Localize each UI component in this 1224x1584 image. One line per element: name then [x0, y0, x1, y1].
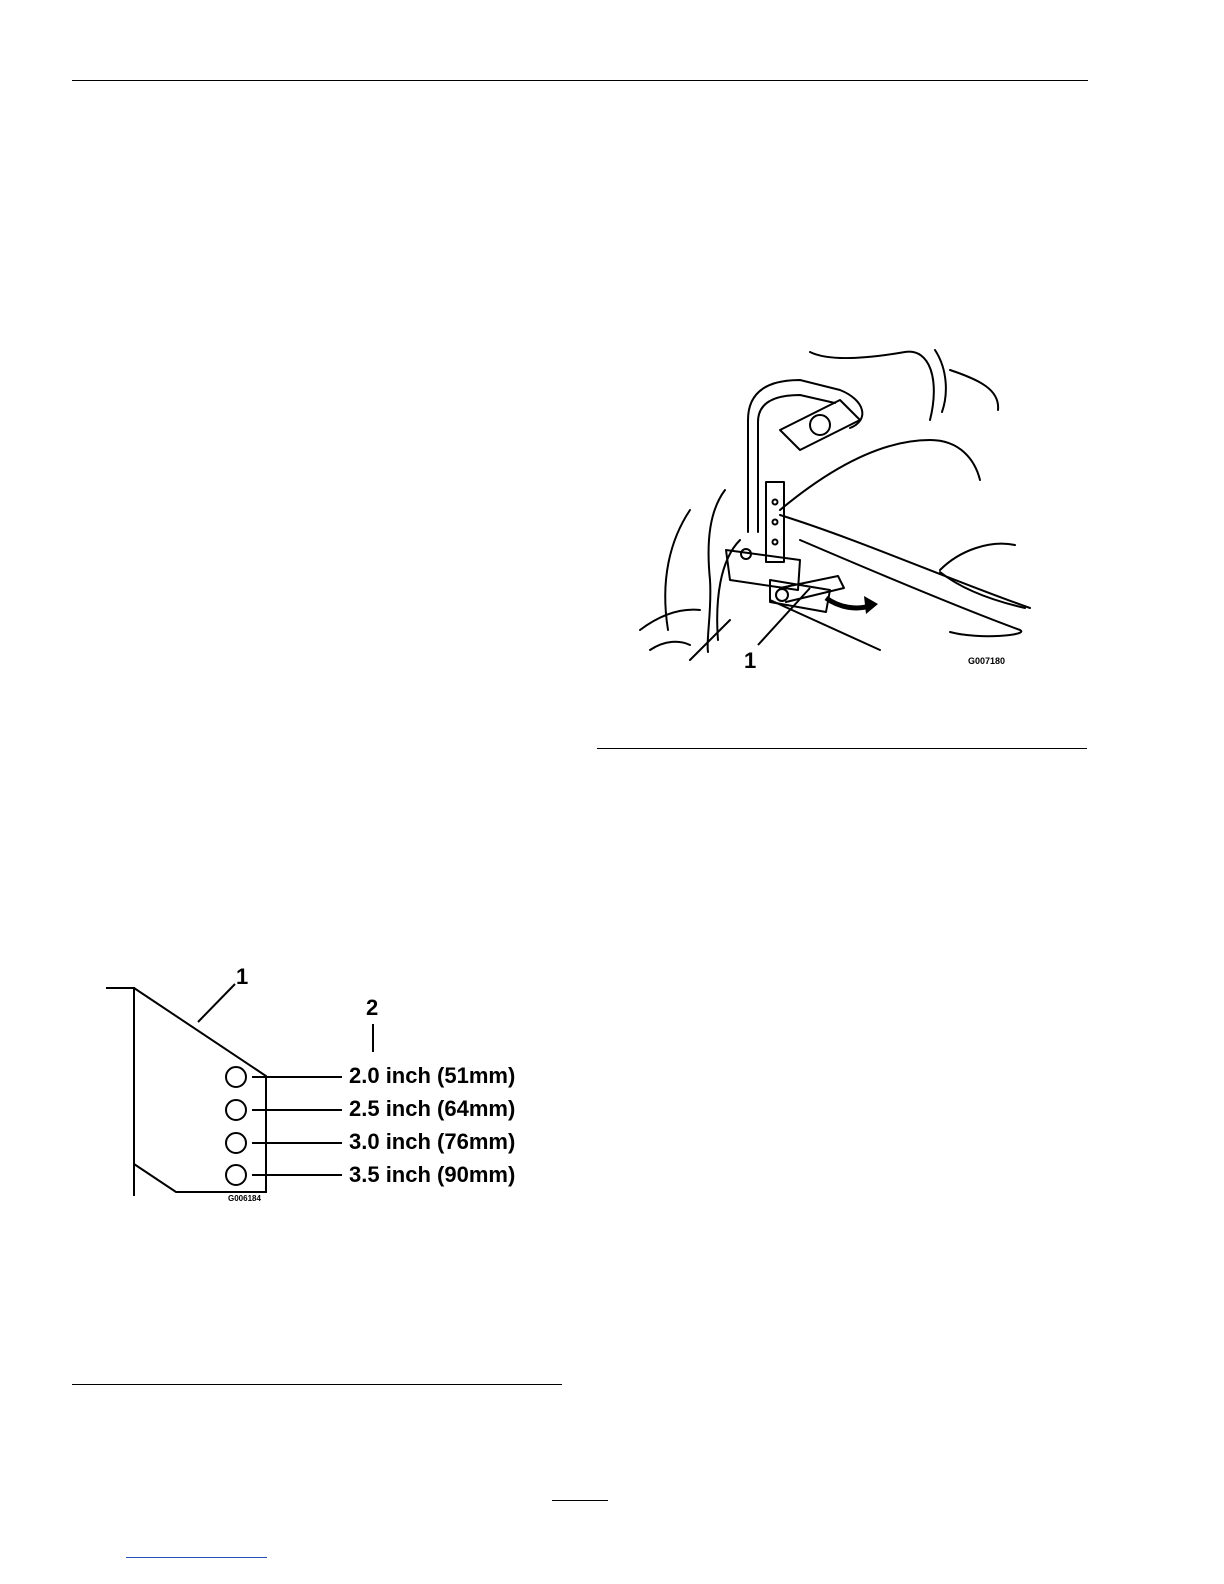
height-label: 3.0 inch (76mm): [349, 1129, 516, 1154]
callout-1: 1: [236, 964, 249, 989]
height-hole: [226, 1067, 246, 1087]
height-hole: [226, 1133, 246, 1153]
height-hole: [226, 1100, 246, 1120]
figure-id: G007180: [968, 656, 1006, 666]
mower-lever-figure: [630, 340, 1050, 680]
callout-1: 1: [744, 648, 757, 673]
figure-rule: [597, 748, 1087, 749]
callout-2: 2: [366, 995, 379, 1020]
header-rule: [72, 80, 1088, 81]
height-hole: [226, 1165, 246, 1185]
figure-id: G006184: [228, 1194, 261, 1203]
height-gauge-figure: [100, 960, 540, 1210]
footer-link[interactable]: [126, 1557, 267, 1558]
page-number-rule: [552, 1500, 608, 1501]
figure-rule: [72, 1384, 562, 1385]
height-label: 2.0 inch (51mm): [349, 1063, 516, 1088]
height-label: 3.5 inch (90mm): [349, 1162, 516, 1187]
height-label: 2.5 inch (64mm): [349, 1096, 516, 1121]
